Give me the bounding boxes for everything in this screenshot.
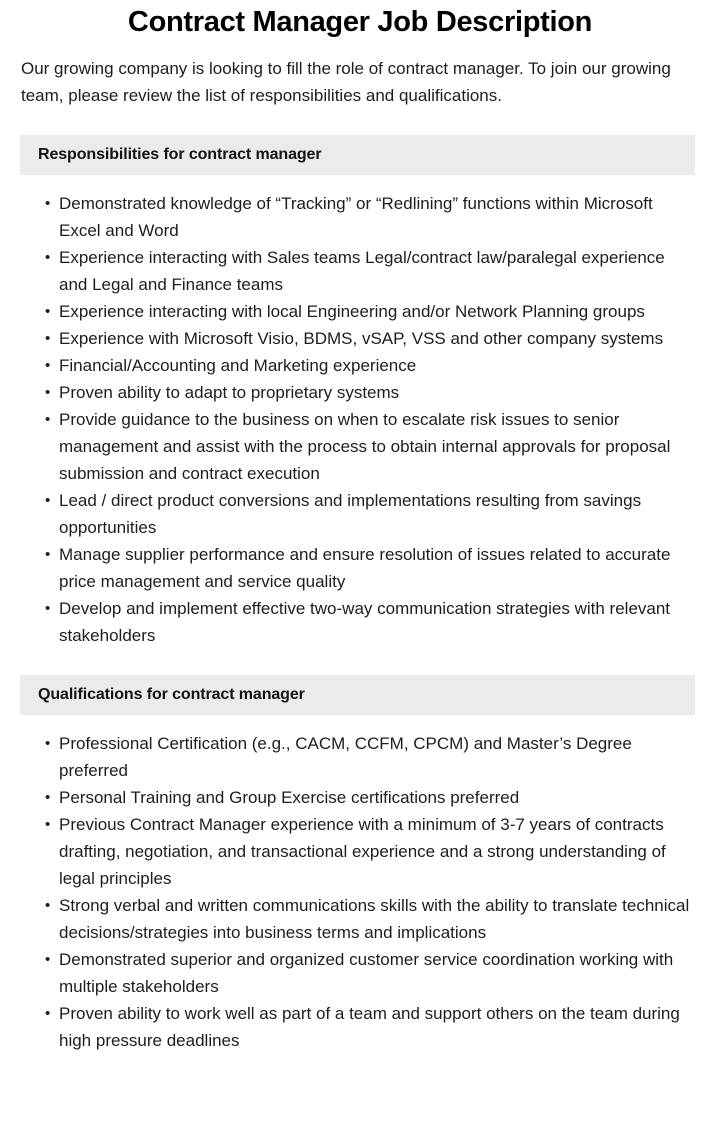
section-header-label: Responsibilities for contract manager — [38, 146, 322, 163]
bottom-spacer — [0, 1054, 720, 1072]
list-item: • Experience with Microsoft Visio, BDMS, vSAP, VSS and other company systems — [45, 325, 695, 352]
section-header-label: Qualifications for contract manager — [38, 686, 305, 703]
responsibilities-list — [0, 175, 720, 649]
list-item: • Experience interacting with local Engineering and/or Network Planning groups — [45, 298, 695, 325]
list-item: • Develop and implement effective two-way communication strategies with relevant stakeholders — [45, 595, 695, 649]
section-header-responsibilities — [20, 135, 695, 175]
list-item: • Personal Training and Group Exercise certifications preferred — [45, 784, 695, 811]
qualifications-list — [0, 715, 720, 1054]
intro-paragraph: Our growing company is looking to fill the role of contract manager. To join our growing team, please review the list of responsibilities and qualifications. — [21, 59, 671, 105]
section-qualifications — [0, 675, 720, 1054]
list-item: • Experience interacting with Sales teams Legal/contract law/paralegal experience and Legal and Finance teams — [45, 244, 695, 298]
list-item: • Previous Contract Manager experience with a minimum of 3-7 years of contracts drafting, negotiation, and transactional experience and a strong understanding of legal principles — [45, 811, 695, 892]
section-header-qualifications — [20, 675, 695, 715]
list-item: • Demonstrated superior and organized customer service coordination working with multiple stakeholders — [45, 946, 695, 1000]
page-title: Contract Manager Job Description — [127, 6, 593, 38]
list-item: • Proven ability to work well as part of a team and support others on the team during high pressure deadlines — [45, 1000, 695, 1054]
section-responsibilities — [0, 135, 720, 649]
list-item: • Provide guidance to the business on when to escalate risk issues to senior management and assist with the process to obtain internal approvals for proposal submission and contract execution — [45, 406, 695, 487]
list-item: • Demonstrated knowledge of “Tracking” or “Redlining” functions within Microsoft Excel and Word — [45, 190, 695, 244]
list-item: • Manage supplier performance and ensure resolution of issues related to accurate price management and service quality — [45, 541, 695, 595]
list-item: • Strong verbal and written communications skills with the ability to translate technical decisions/strategies into business terms and implications — [45, 892, 695, 946]
list-item: • Professional Certification (e.g., CACM, CCFM, CPCM) and Master’s Degree preferred — [45, 730, 695, 784]
list-item: • Financial/Accounting and Marketing experience — [45, 352, 695, 379]
list-item: • Proven ability to adapt to proprietary systems — [45, 379, 695, 406]
list-item: • Lead / direct product conversions and implementations resulting from savings opportunities — [45, 487, 695, 541]
